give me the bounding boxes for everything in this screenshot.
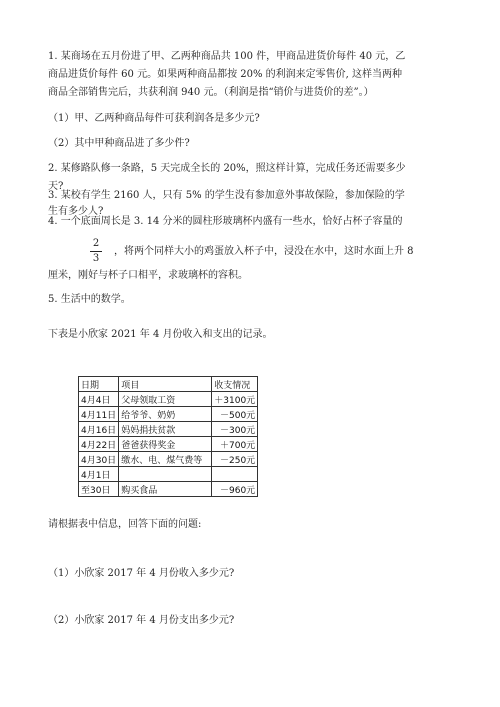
table-header-row — [79, 377, 258, 392]
table-cell-amount — [212, 467, 258, 482]
table-cell-amount: －250元 — [212, 452, 258, 467]
fraction-bar — [90, 251, 102, 252]
q1-line-1: 1. 某商场在五月份进了甲、乙两种商品共 100 件，甲商品进货价每件 40 元，乙 — [48, 51, 406, 62]
table-header-item: 项目 — [119, 377, 212, 392]
table-cell-item: 妈妈捐扶贫款 — [119, 422, 212, 437]
q2-line-1: 2. 某修路队修一条路，5 天完成全长的 20%，照这样计算，完成任务还需要多少 — [48, 163, 406, 174]
table-header-amount: 收支情况 — [212, 377, 258, 392]
table-row — [79, 392, 258, 407]
table-cell-date: 4月1日 — [79, 467, 119, 482]
table-row — [79, 407, 258, 422]
q2-line-2: 天? — [48, 181, 64, 192]
q1-sub-question-1: （1）甲、乙两种商品每件可获利润各是多少元? — [48, 113, 260, 124]
q3-line-1: 3. 某校有学生 2160 人，只有 5% 的学生没有参加意外事故保险，参加保险的学 — [48, 190, 405, 201]
table-cell-date: 4月30日 — [79, 452, 119, 467]
q4-line-2: ，将两个同样大小的鸡蛋放入杯子中，浸没在水中，这时水面上升 8 — [114, 246, 414, 257]
table-cell-item: 购买食品 — [119, 482, 212, 497]
table-cell-amount: ＋3100元 — [212, 392, 258, 407]
table-cell-date: 4月4日 — [79, 392, 119, 407]
q1-sub-question-2: （2）其中甲种商品进了多少件? — [48, 138, 190, 149]
table-cell-item: 父母领取工资 — [119, 392, 212, 407]
table-row — [79, 422, 258, 437]
q5-sub-question-2: （2）小欣家 2017 年 4 月份支出多少元? — [48, 615, 235, 626]
table-cell-date: 至30日 — [79, 482, 119, 497]
q1-line-2: 商品进货价每件 60 元。如果两种商品都按 20% 的利润来定零售价, 这样当两种 — [48, 69, 403, 80]
q3-line-2: 生有多少人? — [48, 206, 104, 217]
table-row — [79, 437, 258, 452]
table-cell-date: 4月11日 — [79, 407, 119, 422]
q4-line-3: 厘米，刚好与杯子口相平，求玻璃杯的容积。 — [48, 270, 248, 281]
q5-sub-question-1: （1）小欣家 2017 年 4 月份收入多少元? — [48, 568, 235, 579]
table-cell-item — [119, 467, 212, 482]
q4-line-1: 4. 一个底面周长是 3. 14 分米的圆柱形玻璃杯内盛有一些水，恰好占杯子容量的 — [48, 216, 403, 227]
table-cell-date: 4月22日 — [79, 437, 119, 452]
q1-line-3: 商品全部销售完后，共获利润 940 元。（利润是指“销价与进货价的差”。） — [48, 87, 374, 98]
fraction-numerator: 2 — [92, 238, 100, 249]
table-header-date: 日期 — [79, 377, 119, 392]
table-cell-amount: －300元 — [212, 422, 258, 437]
table-cell-amount: －960元 — [212, 482, 258, 497]
q5-intro: 下表是小欣家 2021 年 4 月份收入和支出的记录。 — [48, 329, 273, 340]
q5-title: 5. 生活中的数学。 — [48, 294, 131, 305]
table-cell-amount: ＋700元 — [212, 437, 258, 452]
table-cell-amount: －500元 — [212, 407, 258, 422]
table-row — [79, 452, 258, 467]
table-row — [79, 467, 258, 482]
q4-fraction — [90, 238, 102, 265]
q5-prompt: 请根据表中信息，回答下面的问题: — [48, 519, 202, 530]
table-cell-item: 爸爸获得奖金 — [119, 437, 212, 452]
income-expense-table — [78, 376, 258, 497]
fraction-denominator: 3 — [92, 253, 100, 264]
table-cell-item: 给爷爷、奶奶 — [119, 407, 212, 422]
table-cell-date: 4月16日 — [79, 422, 119, 437]
table-cell-item: 缴水、电、煤气费等 — [119, 452, 212, 467]
table-row — [79, 482, 258, 497]
